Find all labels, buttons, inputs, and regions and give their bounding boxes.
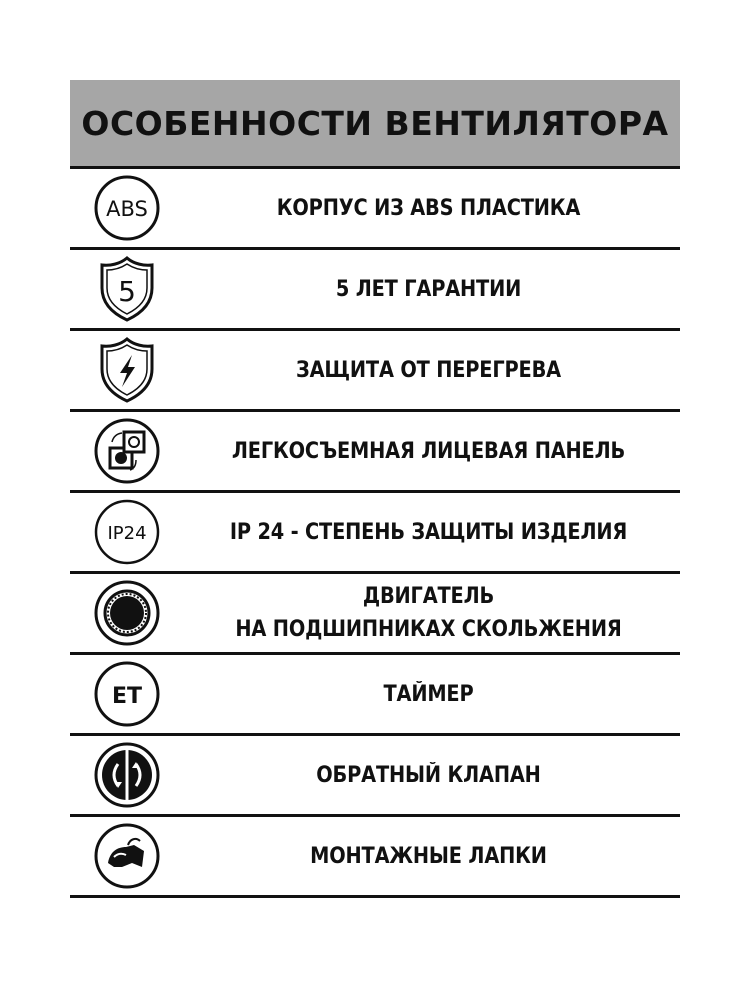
et-circle-icon	[77, 655, 177, 733]
shield-lightning-icon	[77, 331, 177, 409]
feature-row-valve	[70, 736, 680, 817]
feature-row-warranty	[70, 250, 680, 331]
feature-row-mount	[70, 817, 680, 898]
check-valve-icon	[77, 736, 177, 814]
feature-label: ТАЙМЕР	[383, 681, 474, 707]
feature-row-motor	[70, 574, 680, 655]
feature-row-ip	[70, 493, 680, 574]
ip24-circle-icon	[77, 493, 177, 571]
shield-5-icon	[77, 250, 177, 328]
feature-label: ЗАЩИТА ОТ ПЕРЕГРЕВА	[296, 357, 561, 383]
feature-row-abs	[70, 169, 680, 250]
feature-label: КОРПУС ИЗ ABS ПЛАСТИКА	[276, 195, 581, 221]
feature-row-panel	[70, 412, 680, 493]
mounting-bracket-icon	[77, 817, 177, 895]
shield-icon-text: 5	[118, 275, 136, 308]
title-banner	[70, 80, 680, 166]
feature-label: ЛЕГКОСЪЕМНАЯ ЛИЦЕВАЯ ПАНЕЛЬ	[231, 438, 626, 464]
page-title: ОСОБЕННОСТИ ВЕНТИЛЯТОРА	[81, 103, 669, 143]
abs-circle-icon	[77, 169, 177, 247]
removable-panel-icon	[77, 412, 177, 490]
features-sheet	[70, 80, 680, 898]
et-icon-text: ET	[111, 684, 143, 709]
abs-icon-text: ABS	[106, 197, 148, 221]
feature-label: 5 ЛЕТ ГАРАНТИИ	[335, 276, 522, 302]
feature-row-timer	[70, 655, 680, 736]
feature-label: ДВИГАТЕЛЬ НА ПОДШИПНИКАХ СКОЛЬЖЕНИЯ	[235, 584, 622, 642]
feature-list	[70, 166, 680, 898]
feature-label: ОБРАТНЫЙ КЛАПАН	[316, 762, 541, 788]
feature-row-overheat	[70, 331, 680, 412]
feature-label: МОНТАЖНЫЕ ЛАПКИ	[310, 843, 547, 869]
ip-icon-text: IP24	[107, 523, 147, 544]
motor-bearing-icon	[77, 574, 177, 652]
feature-label: IP 24 - СТЕПЕНЬ ЗАЩИТЫ ИЗДЕЛИЯ	[229, 519, 628, 545]
